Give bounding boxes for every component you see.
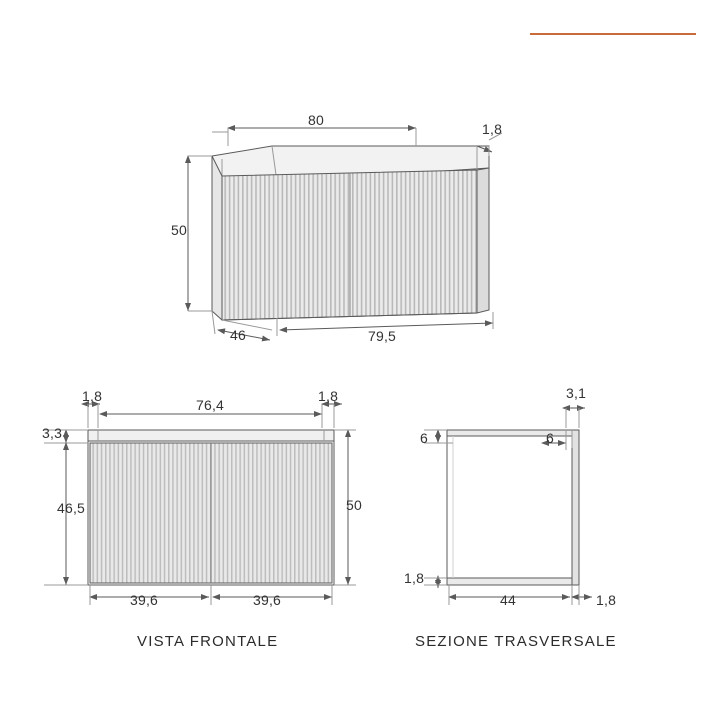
dim-label-section-inner-depth: 44 <box>500 592 516 608</box>
dim-label-perspective-height: 50 <box>171 222 187 238</box>
front-view-cabinet <box>88 430 334 585</box>
dim-label-section-top-right: 6 <box>546 430 554 446</box>
dim-label-section-right-thickness: 1,8 <box>596 592 617 608</box>
perspective-cabinet <box>212 146 489 320</box>
dim-label-front-inner-width: 76,4 <box>196 397 225 413</box>
caption-section-view: SEZIONE TRASVERSALE <box>415 633 617 650</box>
dim-label-front-door-left: 39,6 <box>130 592 159 608</box>
dim-label-perspective-front-width: 79,5 <box>368 328 397 344</box>
dim-label-front-left-thickness: 1,8 <box>82 388 103 404</box>
dim-label-perspective-width: 80 <box>308 112 324 128</box>
dim-label-front-door-right: 39,6 <box>253 592 282 608</box>
caption-front-view: VISTA FRONTALE <box>137 633 279 650</box>
dim-label-section-top-left: 6 <box>420 430 428 446</box>
dim-label-section-front-thickness: 3,1 <box>566 385 587 401</box>
dim-label-perspective-thickness: 1,8 <box>482 121 503 137</box>
dim-label-front-top-strip: 3,3 <box>42 425 63 441</box>
section-view-cabinet <box>447 430 579 585</box>
dim-label-front-right-thickness: 1,8 <box>318 388 339 404</box>
dim-label-front-total-height: 50 <box>346 497 362 513</box>
dim-label-front-door-height: 46,5 <box>57 500 86 516</box>
dim-label-section-bottom-thickness: 1,8 <box>404 570 425 586</box>
dim-label-perspective-depth: 46 <box>230 327 246 343</box>
